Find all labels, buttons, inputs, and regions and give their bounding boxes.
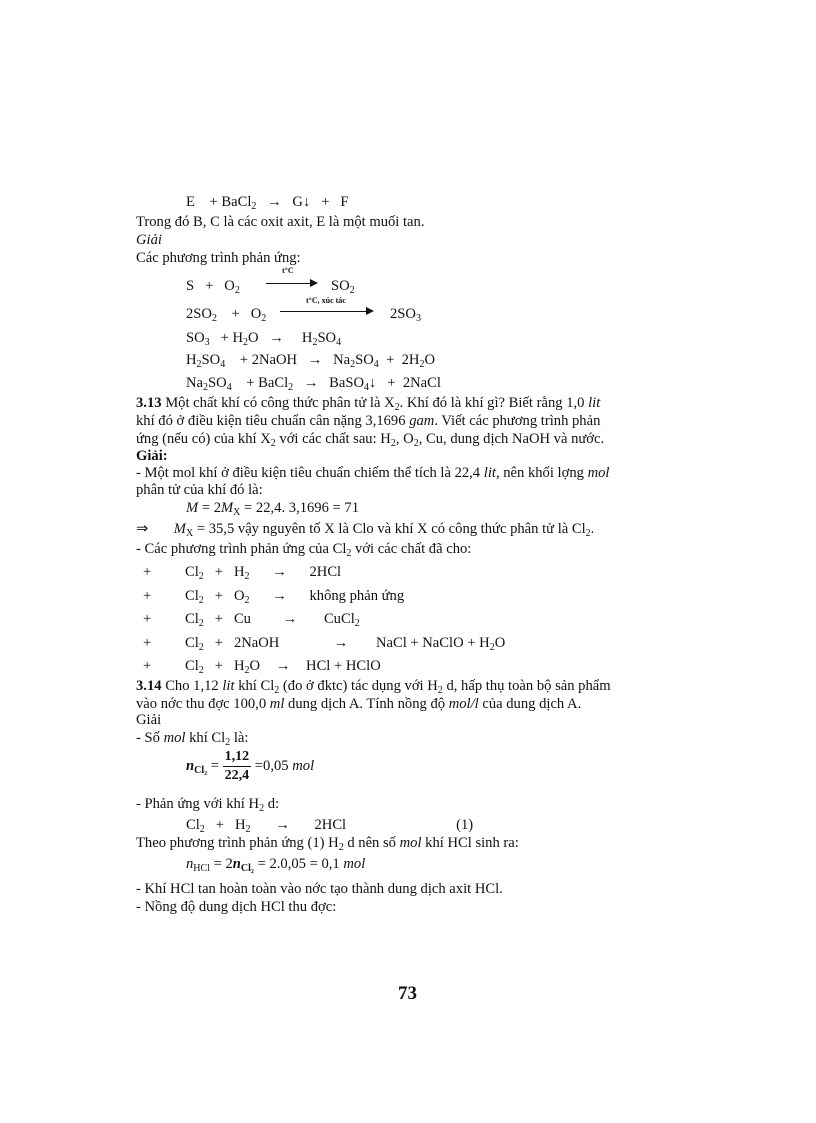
solution-line: - Phản ứng với khí $H_2$ d: [136, 796, 280, 814]
intro-text: Trong đó B, C là các oxit axit, E là một muối tan. [136, 214, 425, 230]
reaction-na2so4-bacl2: $Na_2SO_4$ + BaCl$_2$ → BaSO$_4$↓ + 2NaCl [186, 375, 441, 393]
reaction-h2so4-naoh: $H_2SO_4$ + 2NaOH → $Na_2SO_4 + 2H_2O$ [186, 352, 435, 370]
condition-label: t°C [282, 266, 294, 275]
reactions-heading: Các phương trình phản ứng: [136, 250, 301, 266]
reaction-product: $2SO_3$ [390, 306, 421, 324]
reaction-so3-h2o: $SO_3$ + $H_2O \to H_2SO_4$ [186, 330, 342, 348]
problem-3-13-line1: 3.13 Một chất khí có công thức phân tử là $X_2$. Khí đó là khí gì? Biết rằng 1,0 lit [136, 395, 601, 413]
cl2-reaction-row: + $Cl_2$ + $H_2O$ → HCl + HClO [143, 658, 381, 676]
solution-line: phân tử của khí đó là: [136, 482, 263, 498]
cl2-reaction-row: + $Cl_2$ + Cu → CuCl$_2$ [143, 611, 360, 629]
problem-3-14-line2: vào nớc thu đợc 100,0 ml dung dịch A. Tính nồng độ mol/l của dung dịch A. [136, 696, 582, 712]
problem-3-14-line1: 3.14 Cho 1,12 lit khí $Cl_2$ (đo ở đktc) tác dụng với $H_2$ d, hấp thụ toàn bộ sản phẩm [136, 678, 611, 696]
solution-line: - Một mol khí ở điều kiện tiêu chuẩn chiếm thể tích là 22,4 lit, nên khối lợng mol [136, 465, 610, 481]
reaction-so2-o2: $2SO_2$ + $O_2$ [186, 306, 267, 324]
reaction-arrow-icon [266, 283, 316, 284]
solution-heading: Giải: [136, 448, 168, 464]
implies-icon: ⇒ [136, 520, 149, 537]
fraction: $\frac{1,12}{22,4}$ [224, 749, 250, 784]
page-number: 73 [398, 983, 417, 1004]
reaction-arrow-icon [280, 311, 372, 312]
solution-heading: Giải [136, 712, 162, 728]
conclusion-line: ⇒ $M_X = 35,5$ vậy nguyên tố X là Clo và khí X có công thức phân tử là $Cl_2$. [136, 520, 595, 539]
reaction-product: $SO_2$ [331, 278, 355, 296]
problem-3-13-line3: ứng (nếu có) của khí $X_2$ với các chất sau: $H_2$, $O_2$, Cu, dung dịch NaOH và nước. [136, 431, 605, 449]
reaction-cl2-h2: $Cl_2$ + $H_2 \to 2HCl$ (1) [186, 817, 474, 835]
problem-3-13-line2: khí đó ở điều kiện tiêu chuẩn cân nặng 3,1696 gam. Viết các phương trình phản [136, 413, 601, 429]
condition-label: t°C, xúc tác [306, 296, 346, 305]
solution-line: - Các phương trình phản ứng của $Cl_2$ với các chất đã cho: [136, 541, 472, 559]
molar-mass-equation: $M = 2M_X = 22,4$. 3,1696 = 71 [186, 500, 360, 518]
solution-line: Theo phương trình phản ứng (1) $H_2$ d nên số mol khí HCl sinh ra: [136, 835, 519, 853]
reaction-s-o2: S + $O_2$ [186, 278, 240, 296]
mole-calculation: $n_{Cl_2}$ = $\frac{1,12}{22,4}$ =0,05 mol [186, 749, 315, 784]
cl2-reaction-row: + $Cl_2$ + $H_2 \to 2HCl$ [143, 564, 342, 582]
hcl-calculation: $n_{HCl} = 2n_{Cl_2} = 2.0,05 = 0,1$ mol [186, 856, 366, 874]
solution-line: - Nồng độ dung dịch HCl thu đợc: [136, 899, 337, 915]
solution-line: - Khí HCl tan hoàn toàn vào nớc tạo thành dung dịch axit HCl. [136, 881, 503, 897]
cl2-reaction-row: + $Cl_2$ + $O_2$ → không phản ứng [143, 588, 405, 606]
cl2-reaction-row: + $Cl_2$ + 2NaOH → NaCl + NaClO + $H_2O$ [143, 635, 506, 653]
solution-heading: Giải [136, 232, 162, 248]
solution-line: - Số mol khí $Cl_2$ là: [136, 730, 249, 748]
equation-e-bacl2: E + BaCl$_2$ → G↓ + F [186, 194, 349, 212]
